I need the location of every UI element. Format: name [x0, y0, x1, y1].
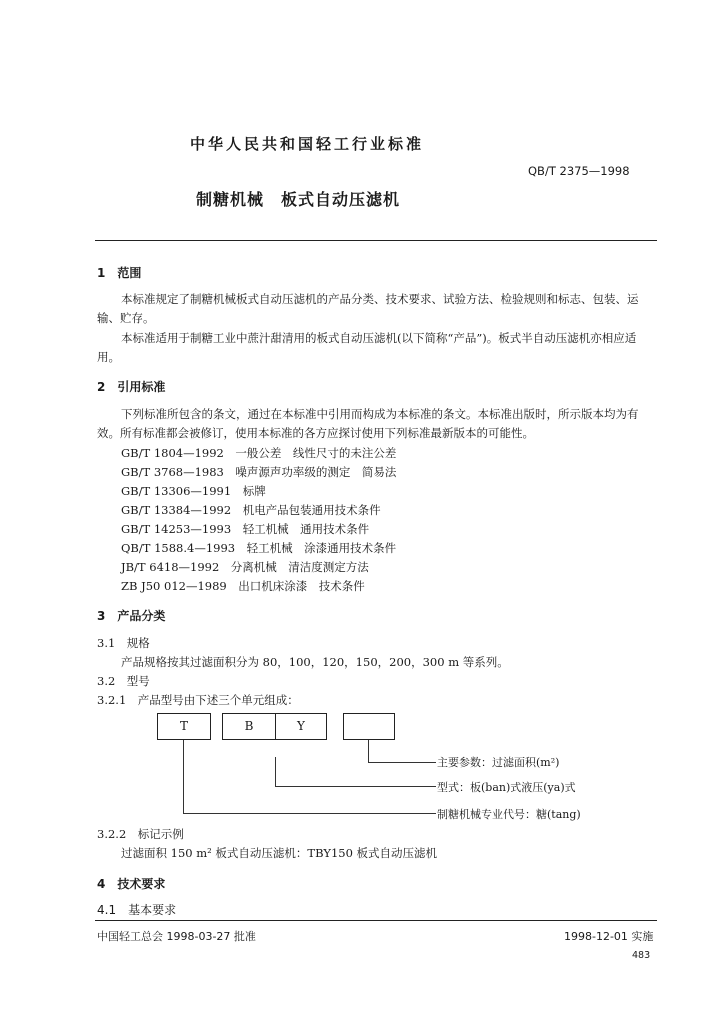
model-box-b: B [222, 713, 276, 740]
document-title: 制糖机械 板式自动压滤机 [196, 190, 401, 209]
model-box-parameter [343, 713, 395, 740]
section-3-2-2-heading: 3.2.2 标记示例 [97, 827, 184, 841]
leader-type [275, 786, 436, 787]
implementation-date: 1998-12-01 实施 [564, 930, 654, 943]
section-3-heading: 3 产品分类 [97, 609, 166, 623]
reference-item: ZB J50 012—1989 出口机床涂漆 技术条件 [121, 579, 365, 593]
connector-type [275, 757, 276, 786]
reference-item: JB/T 6418—1992 分离机械 清洁度测定方法 [121, 560, 369, 574]
section-2-heading: 2 引用标准 [97, 380, 166, 394]
standard-code: QB/T 2375—1998 [528, 164, 630, 178]
section-3-1-heading: 3.1 规格 [97, 636, 150, 650]
section-3-1-text: 产品规格按其过滤面积分为 80，100，120，150，200，300 m 等系列。 [121, 655, 509, 669]
reference-item: GB/T 14253—1993 轻工机械 通用技术条件 [121, 522, 370, 536]
label-main-parameter: 主要参数：过滤面积(m²) [437, 756, 560, 769]
approval-date: 中国轻工总会 1998-03-27 批准 [97, 930, 256, 943]
standard-header: 中华人民共和国轻工行业标准 [190, 135, 425, 153]
reference-item: QB/T 1588.4—1993 轻工机械 涂漆通用技术条件 [121, 541, 397, 555]
section-1-paragraph-1: 本标准规定了制糖机械板式自动压滤机的产品分类、技术要求、试验方法、检验规则和标志、包装、运输、贮存。 [97, 292, 639, 325]
model-box-y: Y [275, 713, 327, 740]
title-divider [95, 240, 657, 241]
label-type: 型式：板(ban)式液压(ya)式 [437, 781, 576, 794]
section-2-paragraph-1: 下列标准所包含的条文，通过在本标准中引用而构成为本标准的条文。本标准出版时，所示版本均为有效。所有标准都会被修订，使用本标准的各方应探讨使用下列标准最新版本的可能性。 [97, 407, 639, 440]
section-4-heading: 4 技术要求 [97, 877, 166, 891]
reference-item: GB/T 13306—1991 标牌 [121, 484, 266, 498]
section-3-2-1-text: 3.2.1 产品型号由下述三个单元组成： [97, 693, 299, 707]
reference-item: GB/T 13384—1992 机电产品包装通用技术条件 [121, 503, 381, 517]
page-number: 483 [632, 950, 651, 961]
section-3-2-2-text: 过滤面积 150 m² 板式自动压滤机：TBY150 板式自动压滤机 [121, 846, 438, 860]
section-4-1-heading: 4.1 基本要求 [97, 903, 177, 917]
model-box-t: T [157, 713, 211, 740]
reference-item: GB/T 1804—1992 一般公差 线性尺寸的未注公差 [121, 446, 397, 460]
section-3-2-heading: 3.2 型号 [97, 674, 150, 688]
section-1-heading: 1 范围 [97, 266, 142, 280]
leader-param [368, 762, 436, 763]
label-product-code: 制糖机械专业代号：糖(tang) [437, 808, 581, 821]
leader-code [183, 813, 436, 814]
section-1-paragraph-2: 本标准适用于制糖工业中蔗汁甜清用的板式自动压滤机(以下简称“产品”)。板式半自动压滤机亦相应适用。 [97, 331, 637, 364]
connector-param [368, 740, 369, 762]
footer-divider [95, 920, 657, 921]
reference-item: GB/T 3768—1983 噪声源声功率级的测定 简易法 [121, 465, 397, 479]
connector-code [183, 740, 184, 813]
